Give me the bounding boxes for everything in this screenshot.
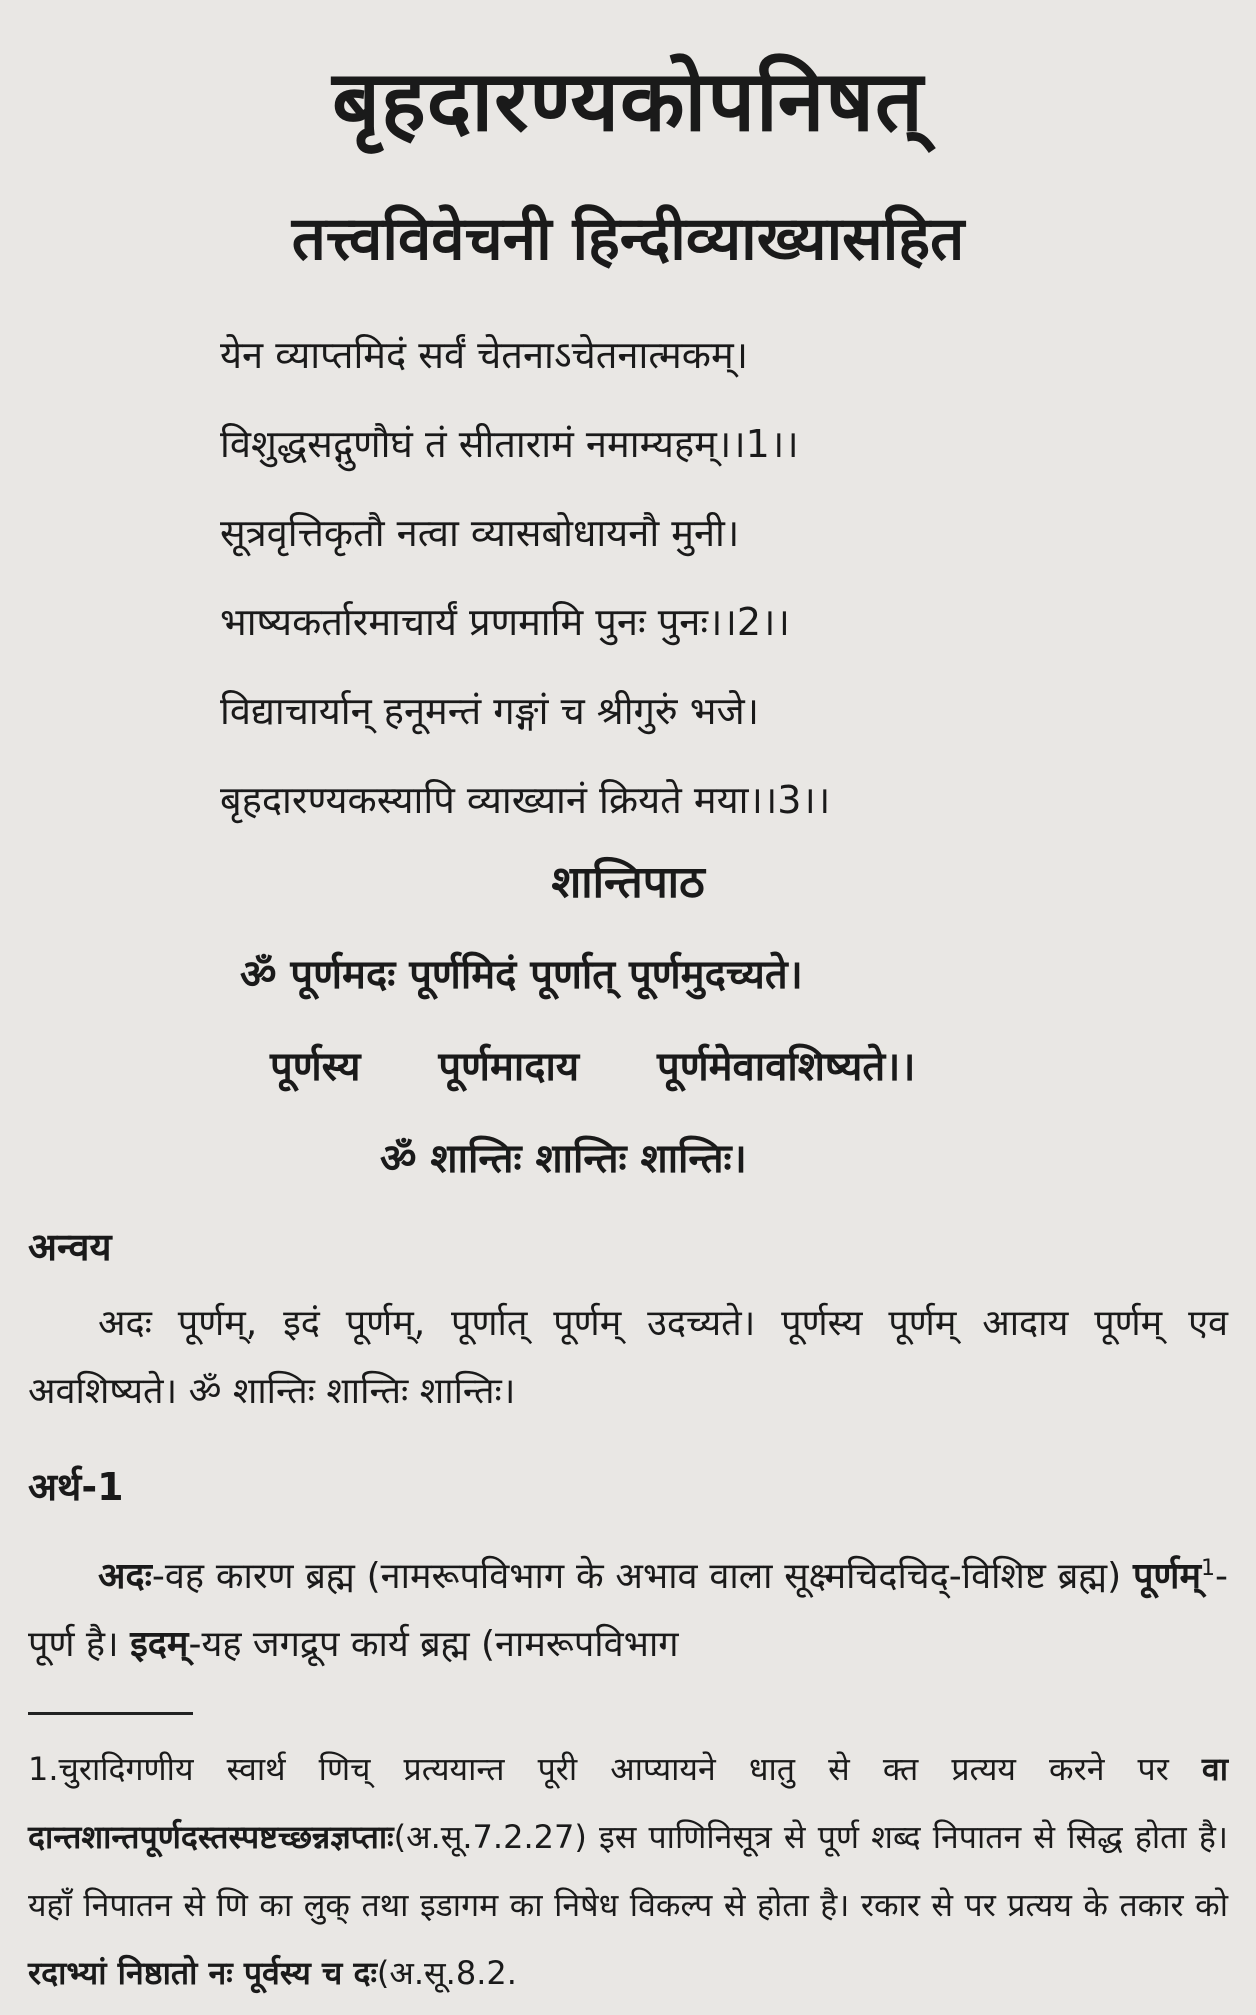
shantipath-line-2: पूर्णस्य पूर्णमादाय पूर्णमेवावशिष्यते।। [270, 1044, 916, 1090]
footnote-text-1: 1.चुरादिगणीय स्वार्थ णिच् प्रत्ययान्त पूरी आप्यायने धातु से क्त प्रत्यय करने पर [28, 1750, 1202, 1788]
term-purnam: पूर्णम् [1132, 1556, 1201, 1597]
verse-line: सूत्रवृत्तिकृतौ नत्वा व्यासबोधायनौ मुनी। [220, 511, 740, 555]
artha-text-2: -पूर्ण है। [28, 1556, 1228, 1665]
verse-line: विशुद्धसद्गुणौघं तं सीतारामं नमाम्यहम्।।1।। [220, 422, 799, 466]
footnote-divider [28, 1712, 193, 1715]
artha-text-3: -यह जगद्रूप कार्य ब्रह्म (नामरूपविभाग [188, 1624, 679, 1665]
footnote-text-3: (अ.सू.8.2. [376, 1954, 517, 1992]
artha-heading: अर्थ-1 [28, 1465, 124, 1509]
artha-paragraph [28, 1535, 1228, 1679]
footnote-sutra-1: वा दान्तशान्तपूर्णदस्तस्पष्टच्छन्नज्ञप्ताः [28, 1750, 1228, 1856]
page-title: बृहदारण्यकोपनिषत् [332, 52, 924, 150]
footnote-ref: 1 [1201, 1556, 1215, 1581]
term-adah: अदः [98, 1556, 152, 1597]
footnote [28, 1735, 1228, 2007]
page-subtitle: तत्त्वविवेचनी हिन्दीव्याख्यासहित [291, 204, 965, 274]
footnote-text-2: (अ.सू.7.2.27) इस पाणिनिसूत्र से पूर्ण शब्द निपातन से सिद्ध होता है। यहाँ निपातन से णि का लुक् तथा इडागम का निषेध विकल्प से होता है। रकार से पर प्रत्यय के तकार को [28, 1818, 1228, 1924]
shantipath-line-3: ॐ शान्तिः शान्तिः शान्तिः। [380, 1136, 747, 1182]
verse-line: बृहदारण्यकस्यापि व्याख्यानं क्रियते मया।।3।। [220, 778, 831, 822]
verse-line: भाष्यकर्तारमाचार्यं प्रणमामि पुनः पुनः।।2।। [220, 600, 790, 644]
verse-line: येन व्याप्तमिदं सर्वं चेतनाऽचेतनात्मकम्। [220, 333, 749, 377]
artha-text-1: -वह कारण ब्रह्म (नामरूपविभाग के अभाव वाला सूक्ष्मचिदचिद्-विशिष्ट ब्रह्म) [151, 1556, 1133, 1597]
shantipath-verse [0, 940, 1256, 1216]
shantipath-line-1: ॐ पूर्णमदः पूर्णमिदं पूर्णात् पूर्णमुदच्यते। [240, 952, 803, 998]
shantipath-heading: शान्तिपाठ [551, 857, 705, 908]
verse-line: विद्याचार्यान् हनूमन्तं गङ्गां च श्रीगुरुं भजे। [220, 689, 760, 733]
invocation-verses [220, 320, 1120, 854]
term-idam: इदम् [130, 1624, 189, 1665]
footnote-sutra-2: रदाभ्यां निष्ठातो नः पूर्वस्य च दः [28, 1954, 377, 1992]
anvaya-heading: अन्वय [28, 1225, 112, 1269]
anvaya-text: अदः पूर्णम्, इदं पूर्णम्, पूर्णात् पूर्णम् उदच्यते। पूर्णस्य पूर्णम् आदाय पूर्णम् एव अवशिष्यते। ॐ शान्तिः शान्तिः शान्तिः। [28, 1303, 1228, 1412]
